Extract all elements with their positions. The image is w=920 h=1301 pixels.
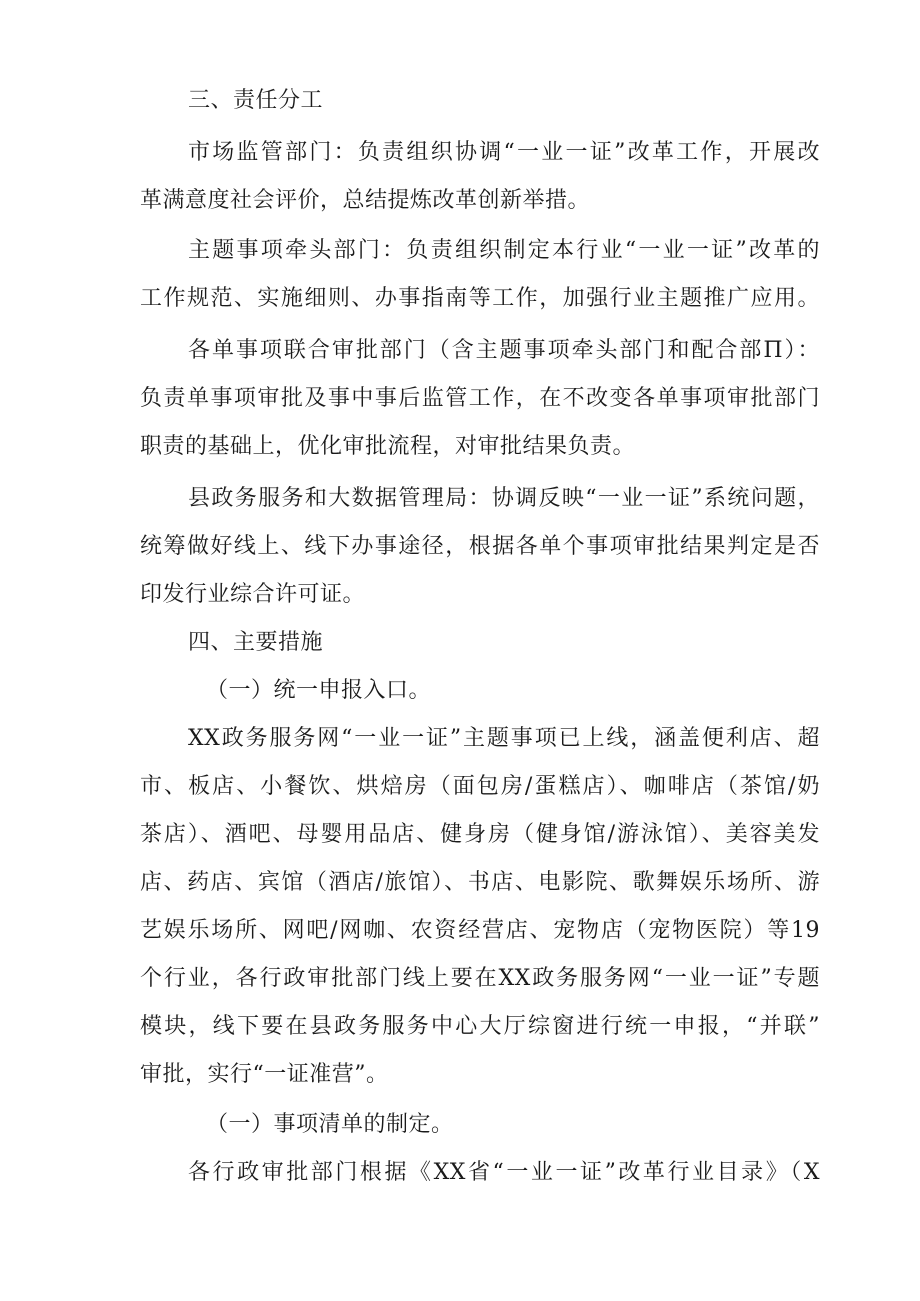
paragraph-line: 店、药店、宾馆（酒店/旅馆）、书店、电影院、歌舞娱乐场所、游 [140,870,820,895]
paragraph-line: 市场监管部门：负责组织协调“一业一证”改革工作，开展改 [188,140,820,165]
paragraph-line: 个行业，各行政审批部门线上要在XX政务服务网“一业一证”专题 [140,966,820,991]
paragraph-line: 各行政审批部门根据《XX省“一业一证”改革行业目录》（X [188,1160,820,1185]
subsection-heading-item-list: （一）事项清单的制定。 [206,1112,454,1137]
paragraph-line: 县政务服务和大数据管理局：协调反映“一业一证”系统问题， [188,486,820,511]
paragraph-line: 职责的基础上，优化审批流程，对审批结果负责。 [140,434,636,459]
section-heading-main-measures: 四、主要措施 [188,630,324,655]
paragraph-line: 各单事项联合审批部门（含主题事项牵头部门和配合部Π）： [188,338,820,363]
subsection-heading-unified-entry: （一）统一申报入口。 [206,678,432,703]
paragraph-line: 负责单事项审批及事中事后监管工作，在不改变各单事项审批部门 [140,386,820,411]
paragraph-line: 统筹做好线上、线下办事途径，根据各单个事项审批结果判定是否 [140,534,820,559]
paragraph-line: 革满意度社会评价，总结提炼改革创新举措。 [140,188,591,213]
paragraph-line: 印发行业综合许可证。 [140,582,366,607]
section-heading-responsibility: 三、责任分工 [188,88,324,113]
paragraph-line: XX政务服务网“一业一证”主题事项已上线，涵盖便利店、超 [188,726,820,751]
paragraph-line: 茶店）、酒吧、母婴用品店、健身房（健身馆/游泳馆）、美容美发 [140,822,820,847]
paragraph-line: 工作规范、实施细则、办事指南等工作，加强行业主题推广应用。 [140,286,820,311]
paragraph-line: 主题事项牵头部门：负责组织制定本行业“一业一证”改革的 [188,238,820,263]
paragraph-line: 市、板店、小餐饮、烘焙房（面包房/蛋糕店）、咖啡店（茶馆/奶 [140,774,820,799]
paragraph-line: 艺娱乐场所、网吧/网咖、农资经营店、宠物店（宠物医院）等19 [140,918,820,943]
paragraph-line: 审批，实行“一证准营”。 [140,1062,389,1087]
paragraph-line: 模块，线下要在县政务服务中心大厅综窗进行统一申报，“并联” [140,1014,820,1039]
